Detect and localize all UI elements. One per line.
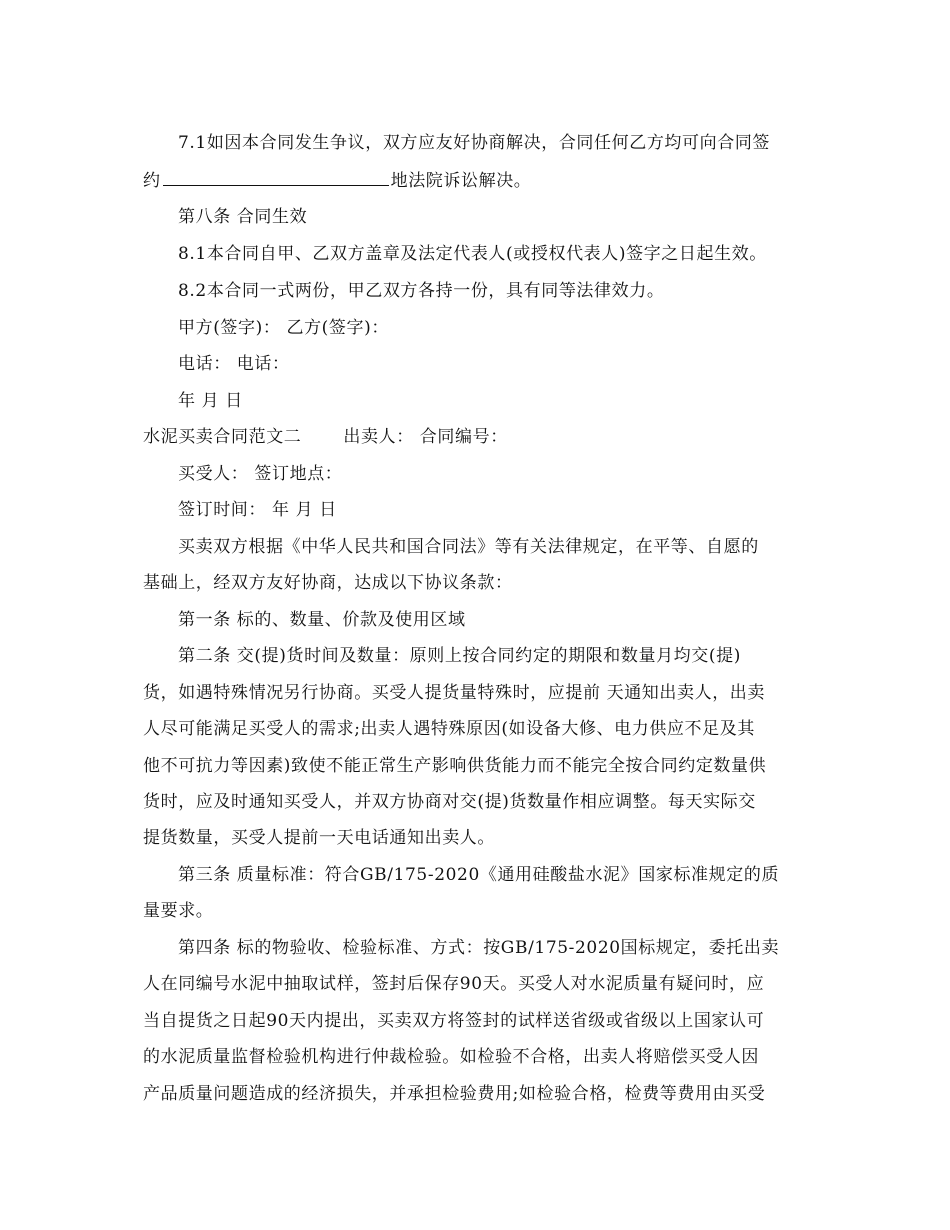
intro-line-2: 基础上，经双方友好协商，达成以下协议条款： bbox=[143, 573, 513, 593]
article-8-heading: 第八条 合同生效 bbox=[178, 207, 308, 227]
seller-contract-number-line: 出卖人： 合同编号： bbox=[343, 427, 508, 447]
article-4-line-2: 人在同编号水泥中抽取试样，签封后保存90天。买受人对水泥质量有疑问时，应 bbox=[143, 974, 765, 994]
article-2-line-4: 他不可抗力等因素)致使不能正常生产影响供货能力而不能完全按合同约定数量供 bbox=[143, 756, 767, 776]
paragraph-8-1: 8.1本合同自甲、乙双方盖章及法定代表人(或授权代表人)签字之日起生效。 bbox=[178, 244, 767, 264]
paragraph-7-1-line-1: 7.1如因本合同发生争议，双方应友好协商解决，合同任何乙方均可向合同签 bbox=[178, 133, 771, 153]
article-2-line-1: 第二条 交(提)货时间及数量：原则上按合同约定的期限和数量月均交(提) bbox=[178, 646, 741, 666]
article-3-line-1: 第三条 质量标准：符合GB/175-2020《通用硅酸盐水泥》国家标准规定的质 bbox=[178, 865, 780, 885]
article-2-line-5: 货时，应及时通知买受人，并双方协商对交(提)货数量作相应调整。每天实际交 bbox=[143, 792, 756, 812]
article-2-line-6: 提货数量，买受人提前一天电话通知出卖人。 bbox=[143, 828, 495, 848]
article-4-line-1: 第四条 标的物验收、检验标准、方式：按GB/175-2020国标规定，委托出卖 bbox=[178, 938, 780, 958]
signature-line: 甲方(签字)： 乙方(签字)： bbox=[178, 318, 389, 338]
second-contract-title: 水泥买卖合同范文二 bbox=[143, 427, 302, 447]
article-2-line-2: 货，如遇特殊情况另行协商。买受人提货量特殊时，应提前 天通知出卖人，出卖 bbox=[143, 683, 766, 703]
paragraph-7-1-suffix: 地法院诉讼解决。 bbox=[390, 171, 532, 191]
second-contract-header bbox=[143, 425, 508, 449]
article-2-line-3: 人尽可能满足买受人的需求;出卖人遇特殊原因(如设备大修、电力供应不足及其 bbox=[143, 719, 755, 739]
article-4-line-4: 的水泥质量监督检验机构进行仲裁检验。如检验不合格，出卖人将赔偿买受人因 bbox=[143, 1047, 759, 1067]
signing-time-line: 签订时间： 年 月 日 bbox=[178, 500, 337, 520]
paragraph-7-1-prefix: 约 bbox=[143, 171, 161, 191]
buyer-location-line: 买受人： 签订地点： bbox=[178, 464, 343, 484]
article-4-line-5: 产品质量问题造成的经济损失，并承担检验费用;如检验合格，检费等费用由买受 bbox=[143, 1084, 766, 1104]
paragraph-8-2: 8.2本合同一式两份，甲乙双方各持一份，具有同等法律效力。 bbox=[178, 281, 665, 301]
court-location-blank bbox=[163, 168, 389, 186]
article-3-line-2: 量要求。 bbox=[143, 901, 214, 921]
paragraph-7-1-line-2 bbox=[143, 168, 531, 193]
article-4-line-3: 当自提货之日起90天内提出，买卖双方将签封的试样送省级或省级以上国家认可 bbox=[143, 1011, 765, 1031]
intro-line-1: 买卖双方根据《中华人民共和国合同法》等有关法律规定，在平等、自愿的 bbox=[178, 537, 759, 557]
article-1: 第一条 标的、数量、价款及使用区域 bbox=[178, 610, 466, 630]
phone-line: 电话： 电话： bbox=[178, 354, 290, 374]
date-line: 年 月 日 bbox=[178, 391, 243, 411]
